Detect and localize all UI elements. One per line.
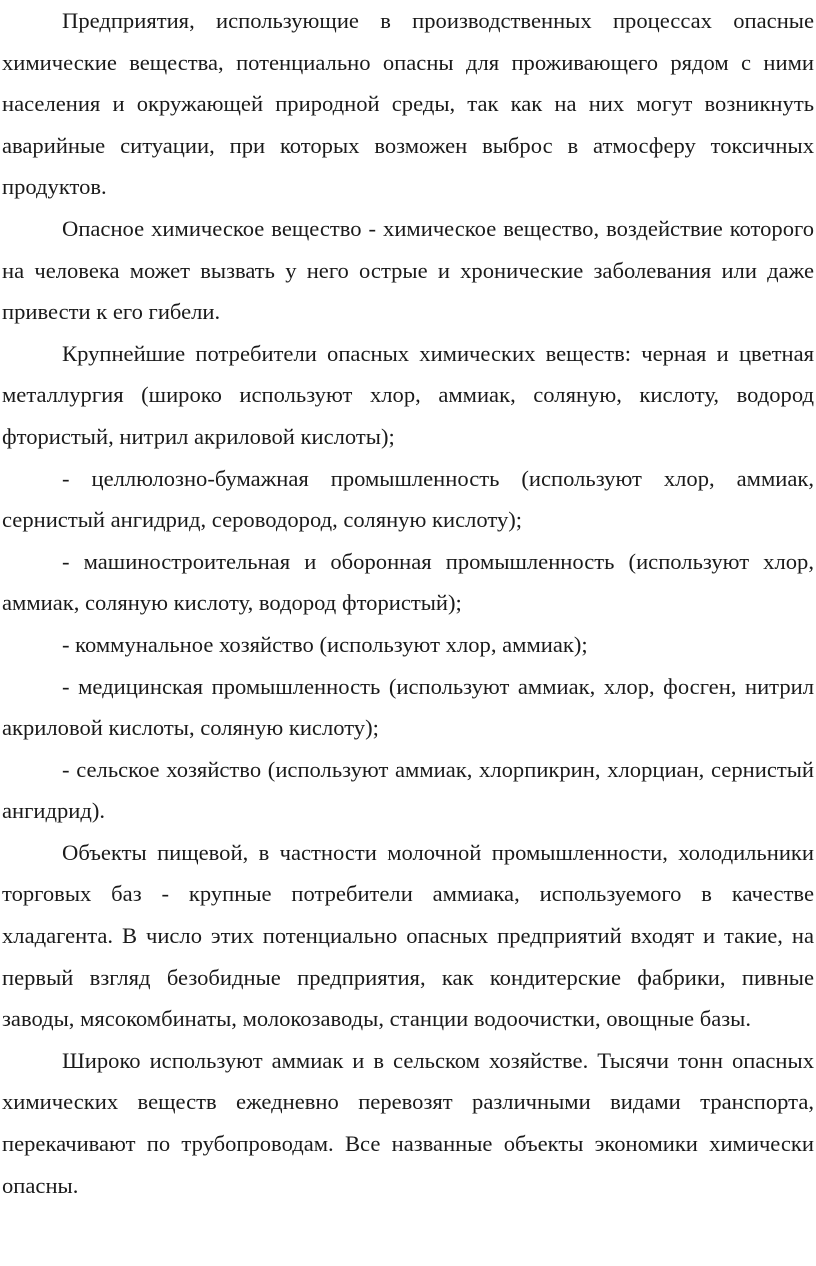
paragraph-major-consumers: Крупнейшие потребители опасных химических веществ: черная и цветная металлургия (широко используют хлор, аммиак, соляную, кислоту, водород фтористый, нитрил акриловой кислоты); [2,340,814,449]
list-item-agriculture: - сельское хозяйство (используют аммиак, хлорпикрин, хлорциан, сернистый ангидрид). [2,756,814,824]
paragraph-definition: Опасное химическое вещество - химическое вещество, воздействие которого на человека может вызвать у него острые и хронические заболевания или даже привести к его гибели. [2,215,814,325]
list-item-medical: - медицинская промышленность (используют аммиак, хлор, фосген, нитрил акриловой кислоты, соляную кислоту); [2,673,814,741]
paragraph-transport: Широко используют аммиак и в сельском хозяйстве. Тысячи тонн опасных химических веществ ежедневно перевозят различными видами транспорта, перекачивают по трубопроводам. Все названные объекты экономики химически опасны. [2,1047,814,1198]
document-page [2,0,814,1206]
list-item-pulp-paper: - целлюлозно-бумажная промышленность (используют хлор, аммиак, сернистый ангидрид, сероводород, соляную кислоту); [2,465,814,533]
list-item-machine-building: - машиностроительная и оборонная промышленность (используют хлор, аммиак, соляную кислоту, водород фтористый); [2,548,814,616]
paragraph-food-industry: Объекты пищевой, в частности молочной промышленности, холодильники торговых баз - крупные потребители аммиака, используемого в качестве хладагента. В число этих потенциально опасных предприятий входят и такие, на первый взгляд безобидные предприятия, как кондитерские фабрики, пивные заводы, мясокомбинаты, молокозаводы, станции водоочистки, овощные базы. [2,839,814,1032]
paragraph-enterprises: Предприятия, использующие в производственных процессах опасные химические вещества, потенциально опасны для проживающего рядом с ними населения и окружающей природной среды, так как на них могут возникнуть аварийные ситуации, при которых возможен выброс в атмосферу токсичных продуктов. [2,8,814,200]
list-item-utilities: - коммунальное хозяйство (используют хлор, аммиак); [62,631,588,657]
